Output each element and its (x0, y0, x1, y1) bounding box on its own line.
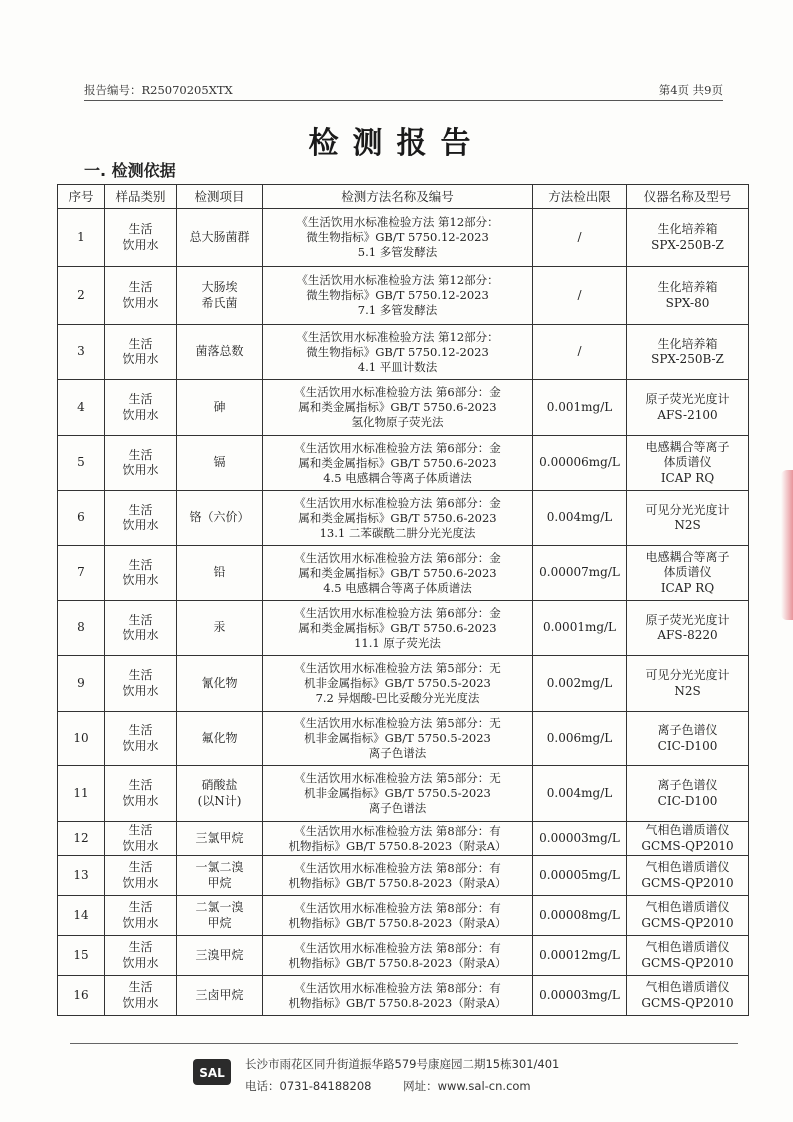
cell-instrument: 气相色谱质谱仪 GCMS-QP2010 (627, 822, 749, 856)
cell-limit: 0.00003mg/L (533, 976, 627, 1016)
cell-category: 生活 饮用水 (105, 267, 177, 325)
cell-no: 16 (58, 976, 105, 1016)
cell-item: 氰化物 (177, 656, 263, 712)
footer-divider (70, 1043, 738, 1044)
column-header-limit: 方法检出限 (533, 185, 627, 209)
cell-instrument: 气相色谱质谱仪 GCMS-QP2010 (627, 856, 749, 896)
cell-method: 《生活饮用水标准检验方法 第12部分： 微生物指标》GB/T 5750.12-2023 5.1 多管发酵法 (263, 209, 533, 267)
cell-limit: 0.00005mg/L (533, 856, 627, 896)
page-title: 检测报告 (308, 126, 485, 161)
cell-method: 《生活饮用水标准检验方法 第8部分：有 机物指标》GB/T 5750.8-2023（附录A） (263, 976, 533, 1016)
cell-method: 《生活饮用水标准检验方法 第6部分：金 属和类金属指标》GB/T 5750.6-2023 4.5 电感耦合等离子体质谱法 (263, 436, 533, 491)
cell-category: 生活 饮用水 (105, 822, 177, 856)
report-number: 报告编号：R25070205XTX (84, 83, 233, 97)
cell-no: 5 (58, 436, 105, 491)
cell-item: 镉 (177, 436, 263, 491)
cell-no: 6 (58, 491, 105, 546)
cell-method: 《生活饮用水标准检验方法 第5部分：无 机非金属指标》GB/T 5750.5-2023 离子色谱法 (263, 712, 533, 766)
cell-no: 3 (58, 325, 105, 380)
cell-instrument: 离子色谱仪 CIC-D100 (627, 766, 749, 822)
cell-no: 12 (58, 822, 105, 856)
cell-instrument: 气相色谱质谱仪 GCMS-QP2010 (627, 936, 749, 976)
cell-category: 生活 饮用水 (105, 209, 177, 267)
logo-text: SAL (199, 1066, 225, 1080)
table-row (58, 436, 749, 491)
cell-method: 《生活饮用水标准检验方法 第6部分：金 属和类金属指标》GB/T 5750.6-2023 11.1 原子荧光法 (263, 601, 533, 656)
cell-category: 生活 饮用水 (105, 936, 177, 976)
table-header-row (58, 185, 749, 209)
sal-logo-icon (192, 1058, 232, 1086)
cell-item: 菌落总数 (177, 325, 263, 380)
cell-method: 《生活饮用水标准检验方法 第8部分：有 机物指标》GB/T 5750.8-2023（附录A） (263, 822, 533, 856)
footer-address: 长沙市雨花区同升街道振华路579号康庭园二期15栋301/401 (245, 1057, 560, 1071)
cell-limit: 0.00012mg/L (533, 936, 627, 976)
cell-item: 三溴甲烷 (177, 936, 263, 976)
table-body (58, 209, 749, 1016)
cell-category: 生活 饮用水 (105, 976, 177, 1016)
table-row (58, 380, 749, 436)
cell-method: 《生活饮用水标准检验方法 第12部分： 微生物指标》GB/T 5750.12-2023 7.1 多管发酵法 (263, 267, 533, 325)
seal-stamp-edge (781, 470, 793, 620)
cell-category: 生活 饮用水 (105, 856, 177, 896)
page-info: 第4页 共9页 (658, 83, 723, 97)
cell-limit: 0.00006mg/L (533, 436, 627, 491)
table-row (58, 491, 749, 546)
cell-instrument: 可见分光光度计 N2S (627, 656, 749, 712)
cell-category: 生活 饮用水 (105, 896, 177, 936)
table-row (58, 936, 749, 976)
table-row (58, 712, 749, 766)
cell-instrument: 气相色谱质谱仪 GCMS-QP2010 (627, 976, 749, 1016)
cell-instrument: 电感耦合等离子 体质谱仪 ICAP RQ (627, 546, 749, 601)
cell-method: 《生活饮用水标准检验方法 第8部分：有 机物指标》GB/T 5750.8-2023（附录A） (263, 896, 533, 936)
cell-category: 生活 饮用水 (105, 712, 177, 766)
cell-no: 1 (58, 209, 105, 267)
cell-limit: / (533, 325, 627, 380)
table-row (58, 546, 749, 601)
cell-item: 砷 (177, 380, 263, 436)
section-title: 一. 检测依据 (84, 161, 176, 180)
cell-method: 《生活饮用水标准检验方法 第5部分：无 机非金属指标》GB/T 5750.5-2023 离子色谱法 (263, 766, 533, 822)
cell-instrument: 生化培养箱 SPX-80 (627, 267, 749, 325)
footer-phone: 电话：0731-84188208 (245, 1079, 372, 1093)
cell-limit: / (533, 267, 627, 325)
page-header (84, 80, 723, 101)
cell-method: 《生活饮用水标准检验方法 第6部分：金 属和类金属指标》GB/T 5750.6-2023 4.5 电感耦合等离子体质谱法 (263, 546, 533, 601)
cell-method: 《生活饮用水标准检验方法 第6部分：金 属和类金属指标》GB/T 5750.6-2023 氢化物原子荧光法 (263, 380, 533, 436)
cell-instrument: 气相色谱质谱仪 GCMS-QP2010 (627, 896, 749, 936)
cell-item: 铅 (177, 546, 263, 601)
cell-item: 三卤甲烷 (177, 976, 263, 1016)
cell-method: 《生活饮用水标准检验方法 第8部分：有 机物指标》GB/T 5750.8-2023（附录A） (263, 856, 533, 896)
cell-item: 三氯甲烷 (177, 822, 263, 856)
test-basis-table (57, 184, 749, 1016)
cell-no: 14 (58, 896, 105, 936)
cell-no: 7 (58, 546, 105, 601)
table-row (58, 976, 749, 1016)
cell-category: 生活 饮用水 (105, 601, 177, 656)
cell-item: 汞 (177, 601, 263, 656)
cell-limit: 0.002mg/L (533, 656, 627, 712)
table-row (58, 656, 749, 712)
cell-category: 生活 饮用水 (105, 380, 177, 436)
cell-no: 9 (58, 656, 105, 712)
cell-method: 《生活饮用水标准检验方法 第8部分：有 机物指标》GB/T 5750.8-2023（附录A） (263, 936, 533, 976)
cell-category: 生活 饮用水 (105, 325, 177, 380)
cell-method: 《生活饮用水标准检验方法 第12部分： 微生物指标》GB/T 5750.12-2023 4.1 平皿计数法 (263, 325, 533, 380)
cell-item: 一氯二溴 甲烷 (177, 856, 263, 896)
cell-limit: 0.001mg/L (533, 380, 627, 436)
table-row (58, 325, 749, 380)
cell-limit: 0.00003mg/L (533, 822, 627, 856)
table-row (58, 766, 749, 822)
cell-item: 铬（六价） (177, 491, 263, 546)
footer-contact (245, 1078, 531, 1094)
table-row (58, 896, 749, 936)
cell-category: 生活 饮用水 (105, 491, 177, 546)
table-row (58, 822, 749, 856)
cell-limit: 0.00008mg/L (533, 896, 627, 936)
cell-limit: 0.00007mg/L (533, 546, 627, 601)
cell-category: 生活 饮用水 (105, 766, 177, 822)
cell-item: 二氯一溴 甲烷 (177, 896, 263, 936)
cell-limit: 0.0001mg/L (533, 601, 627, 656)
cell-instrument: 电感耦合等离子 体质谱仪 ICAP RQ (627, 436, 749, 491)
cell-instrument: 原子荧光光度计 AFS-2100 (627, 380, 749, 436)
footer-website: 网址：www.sal-cn.com (403, 1079, 531, 1093)
cell-instrument: 生化培养箱 SPX-250B-Z (627, 209, 749, 267)
cell-no: 8 (58, 601, 105, 656)
cell-no: 2 (58, 267, 105, 325)
table-row (58, 209, 749, 267)
cell-method: 《生活饮用水标准检验方法 第5部分：无 机非金属指标》GB/T 5750.5-2023 7.2 异烟酸-巴比妥酸分光光度法 (263, 656, 533, 712)
cell-item: 大肠埃 希氏菌 (177, 267, 263, 325)
cell-category: 生活 饮用水 (105, 656, 177, 712)
cell-category: 生活 饮用水 (105, 436, 177, 491)
cell-no: 4 (58, 380, 105, 436)
cell-no: 11 (58, 766, 105, 822)
cell-instrument: 离子色谱仪 CIC-D100 (627, 712, 749, 766)
cell-limit: / (533, 209, 627, 267)
table-row (58, 267, 749, 325)
column-header-instrument: 仪器名称及型号 (627, 185, 749, 209)
cell-instrument: 原子荧光光度计 AFS-8220 (627, 601, 749, 656)
column-header-item: 检测项目 (177, 185, 263, 209)
cell-no: 10 (58, 712, 105, 766)
cell-limit: 0.004mg/L (533, 491, 627, 546)
cell-instrument: 生化培养箱 SPX-250B-Z (627, 325, 749, 380)
column-header-no: 序号 (58, 185, 105, 209)
cell-item: 硝酸盐 (以N计) (177, 766, 263, 822)
cell-item: 氟化物 (177, 712, 263, 766)
table-row (58, 601, 749, 656)
column-header-method: 检测方法名称及编号 (263, 185, 533, 209)
cell-limit: 0.004mg/L (533, 766, 627, 822)
cell-instrument: 可见分光光度计 N2S (627, 491, 749, 546)
cell-no: 15 (58, 936, 105, 976)
cell-limit: 0.006mg/L (533, 712, 627, 766)
table-row (58, 856, 749, 896)
column-header-category: 样品类别 (105, 185, 177, 209)
cell-no: 13 (58, 856, 105, 896)
cell-item: 总大肠菌群 (177, 209, 263, 267)
cell-category: 生活 饮用水 (105, 546, 177, 601)
cell-method: 《生活饮用水标准检验方法 第6部分：金 属和类金属指标》GB/T 5750.6-2023 13.1 二苯碳酰二肼分光光度法 (263, 491, 533, 546)
